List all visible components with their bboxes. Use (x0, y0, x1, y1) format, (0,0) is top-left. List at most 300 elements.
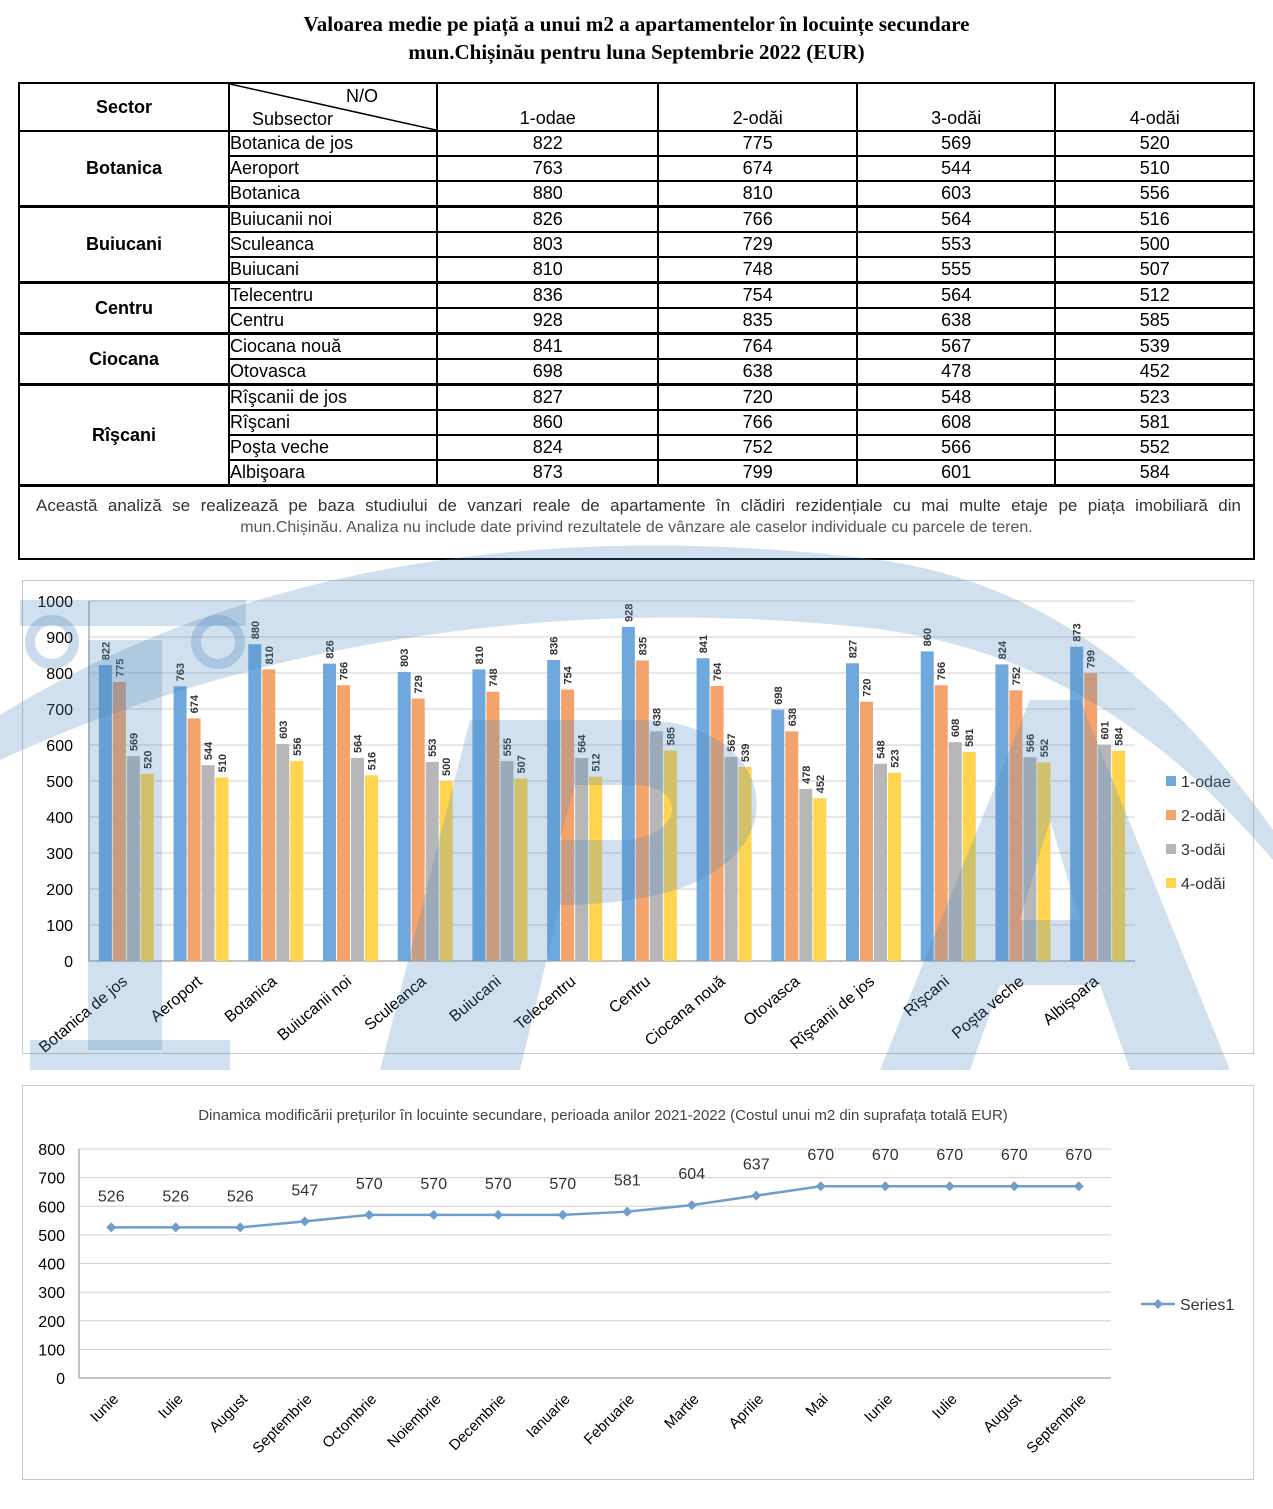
data-point (429, 1210, 439, 1220)
bar-value-label: 601 (1099, 721, 1112, 740)
y-tick-label: 400 (46, 810, 73, 827)
legend-label: 4-odăi (1181, 876, 1226, 893)
bar-value-label: 553 (427, 738, 440, 757)
bar-value-label: 873 (1071, 623, 1084, 642)
value-cell: 822 (437, 131, 658, 156)
value-cell: 553 (857, 232, 1056, 257)
bar-value-label: 512 (590, 753, 603, 772)
y-tick-label: 800 (46, 666, 73, 683)
data-point (106, 1222, 116, 1232)
header-sector: Sector (19, 83, 229, 131)
x-category-label: Rîşcani (900, 973, 953, 1021)
data-label: 670 (936, 1147, 964, 1165)
bar (622, 627, 635, 961)
x-category-label: Aeroport (147, 973, 206, 1026)
data-point (171, 1222, 181, 1232)
legend-swatch (1166, 776, 1176, 786)
value-cell: 674 (658, 156, 857, 181)
bar (813, 798, 826, 961)
bar-value-label: 729 (413, 675, 426, 694)
bar (888, 773, 901, 961)
data-point (880, 1181, 890, 1191)
bar-value-label: 544 (203, 741, 216, 761)
legend-marker (1153, 1299, 1163, 1309)
bar (276, 744, 289, 961)
header-subsector-cell (229, 83, 437, 131)
x-category-label: Centru (606, 973, 654, 1017)
bar-value-label: 555 (501, 737, 514, 757)
x-category-label: Septembrie (249, 1390, 316, 1458)
bar-value-label: 452 (814, 774, 827, 794)
bar (141, 774, 154, 961)
subsector-cell: Buiucanii noi (229, 207, 437, 233)
bar-value-label: 841 (698, 634, 711, 654)
x-category-label: Noiembrie (384, 1390, 445, 1452)
bar-value-label: 835 (637, 637, 650, 656)
y-tick-label: 200 (38, 1313, 65, 1331)
bar-value-label: 516 (366, 751, 379, 771)
y-tick-label: 300 (46, 846, 73, 863)
x-category-label: August (206, 1390, 252, 1436)
value-cell: 835 (658, 308, 857, 334)
y-tick-label: 300 (38, 1285, 65, 1303)
y-tick-label: 500 (38, 1227, 65, 1245)
subsector-cell: Albişoara (229, 460, 437, 486)
bar (785, 731, 798, 961)
data-label: 581 (613, 1172, 641, 1190)
bar-value-label: 928 (623, 603, 636, 622)
value-cell: 729 (658, 232, 857, 257)
y-tick-label: 900 (46, 630, 73, 647)
value-cell: 548 (857, 385, 1056, 411)
bar (1070, 647, 1083, 961)
bar-value-label: 766 (338, 661, 351, 681)
data-label: 670 (1000, 1147, 1028, 1165)
bar (514, 778, 527, 961)
bar (846, 663, 859, 961)
subsector-cell: Rîşcani (229, 410, 437, 435)
bar (739, 767, 752, 961)
sector-cell: Botanica (19, 131, 229, 207)
subsector-cell: Ciocana nouă (229, 334, 437, 360)
sector-cell: Ciocana (19, 334, 229, 385)
sector-cell: Buiucani (19, 207, 229, 283)
bar (860, 702, 873, 961)
x-category-label: Aprilie (725, 1390, 768, 1433)
y-tick-label: 600 (46, 738, 73, 755)
subsector-cell: Botanica de jos (229, 131, 437, 156)
bar-value-label: 766 (936, 661, 949, 681)
bar-value-label: 763 (175, 662, 188, 682)
value-cell: 698 (437, 359, 658, 385)
bar-value-label: 775 (114, 658, 127, 677)
bar (636, 660, 649, 961)
value-cell: 748 (658, 257, 857, 283)
legend-swatch (1166, 844, 1176, 854)
subsector-cell: Poşta veche (229, 435, 437, 460)
legend-label: 2-odăi (1181, 808, 1226, 825)
bar-value-label: 799 (1085, 650, 1098, 669)
line-chart (23, 1086, 1253, 1479)
bar (113, 682, 126, 961)
bar-value-label: 556 (291, 737, 304, 756)
header-col-4: 4-odăi (1055, 83, 1254, 131)
value-cell: 873 (437, 460, 658, 486)
bar (127, 756, 140, 961)
x-category-label: Decembrie (445, 1390, 510, 1455)
x-category-label: Februarie (580, 1390, 639, 1449)
bar-value-label: 824 (996, 641, 1009, 660)
bar (472, 669, 485, 961)
bar (188, 718, 201, 961)
bar-value-label: 584 (1113, 727, 1126, 746)
bar (697, 658, 710, 961)
value-cell: 928 (437, 308, 658, 334)
value-cell: 603 (857, 181, 1056, 207)
bar-value-label: 520 (142, 750, 155, 769)
subsector-cell: Aeroport (229, 156, 437, 181)
value-cell: 601 (857, 460, 1056, 486)
bar (426, 762, 439, 961)
x-category-label: Botanica (221, 973, 281, 1027)
y-tick-label: 200 (46, 882, 73, 899)
series-line (111, 1186, 1079, 1227)
x-category-label: Otovasca (740, 973, 804, 1030)
bar-value-label: 836 (548, 636, 561, 656)
value-cell: 824 (437, 435, 658, 460)
x-category-label: Botanica de jos (36, 973, 131, 1053)
note-line-1: Această analiză se realizează pe baza studiului de vanzari reale de apartamente în clădiri rezidențiale cu mai multe etaje pe piața imobiliară din (36, 496, 1241, 515)
bar (440, 781, 453, 961)
bar (398, 672, 411, 961)
sector-cell: Centru (19, 283, 229, 334)
data-label: 670 (871, 1147, 899, 1165)
bar (262, 669, 275, 961)
data-label: 570 (484, 1175, 512, 1193)
bar (365, 775, 378, 961)
bar-value-label: 880 (249, 620, 262, 640)
table-row (19, 283, 1254, 309)
line-chart-title: Dinamica modificării prețurilor în locuinte secundare, perioada anilor 2021-2022 (Costul unui m2 din suprafața totală EUR) (198, 1107, 1008, 1124)
bar-value-label: 608 (950, 718, 963, 738)
bar-value-label: 810 (473, 646, 486, 665)
value-cell: 860 (437, 410, 658, 435)
value-cell: 507 (1055, 257, 1254, 283)
data-point (816, 1181, 826, 1191)
bar (174, 686, 187, 961)
bar-value-label: 566 (1024, 733, 1037, 753)
sector-cell: Rîşcani (19, 385, 229, 486)
x-category-label: Telecentru (511, 973, 580, 1034)
value-cell: 552 (1055, 435, 1254, 460)
data-point (558, 1210, 568, 1220)
bar-value-label: 638 (651, 707, 664, 727)
bar (216, 777, 229, 961)
bar (99, 665, 112, 961)
y-tick-label: 400 (38, 1256, 65, 1274)
table-header-row (19, 83, 1254, 131)
value-cell: 520 (1055, 131, 1254, 156)
y-tick-label: 0 (64, 954, 73, 971)
bar (589, 777, 602, 961)
bar (202, 765, 215, 961)
data-label: 526 (162, 1188, 190, 1206)
data-point (493, 1210, 503, 1220)
x-category-label: Martie (661, 1390, 703, 1433)
value-cell: 766 (658, 410, 857, 435)
bar-value-label: 552 (1038, 738, 1051, 758)
subsector-cell: Sculeanca (229, 232, 437, 257)
bar-value-label: 803 (399, 648, 412, 667)
subsector-cell: Buiucani (229, 257, 437, 283)
value-cell: 567 (857, 334, 1056, 360)
bar (351, 758, 364, 961)
value-cell: 763 (437, 156, 658, 181)
value-cell: 764 (658, 334, 857, 360)
table-body (19, 131, 1254, 486)
bar-value-label: 754 (562, 666, 575, 685)
bar (1037, 762, 1050, 961)
value-cell: 841 (437, 334, 658, 360)
bar (561, 690, 574, 961)
value-cell: 452 (1055, 359, 1254, 385)
bar (337, 685, 350, 961)
y-tick-label: 700 (46, 702, 73, 719)
note-line-2: mun.Chișinău. Analiza nu include date privind rezultatele de vânzare ale caselor individuale cu parcele de teren. (240, 519, 1033, 536)
value-cell: 799 (658, 460, 857, 486)
bar-value-label: 810 (263, 646, 276, 665)
bar-value-label: 603 (277, 720, 290, 739)
title-line-2: mun.Chișinău pentru luna Septembrie 2022 (EUR) (408, 40, 865, 64)
data-point (751, 1191, 761, 1201)
line-chart-frame (22, 1085, 1254, 1480)
value-cell: 826 (437, 207, 658, 233)
bar (771, 710, 784, 961)
bar-value-label: 564 (352, 734, 365, 753)
value-cell: 638 (658, 359, 857, 385)
value-cell: 564 (857, 283, 1056, 309)
legend-label: Series1 (1180, 1297, 1235, 1314)
legend-swatch (1166, 810, 1176, 820)
header-subsector: Subsector (252, 109, 334, 129)
y-tick-label: 100 (38, 1342, 65, 1360)
value-cell: 836 (437, 283, 658, 309)
data-point (1074, 1181, 1084, 1191)
value-cell: 720 (658, 385, 857, 411)
value-cell: 539 (1055, 334, 1254, 360)
data-label: 547 (291, 1182, 319, 1200)
value-cell: 569 (857, 131, 1056, 156)
x-category-label: Buiucanii noi (274, 973, 356, 1045)
legend-label: 1-odae (1181, 774, 1231, 791)
data-label: 670 (1065, 1147, 1093, 1165)
bar-value-label: 826 (324, 640, 337, 659)
value-cell: 544 (857, 156, 1056, 181)
x-category-label: Iulie (929, 1390, 961, 1423)
bar-value-label: 860 (922, 628, 935, 647)
y-tick-label: 600 (38, 1199, 65, 1217)
bar (664, 750, 677, 961)
table-row (19, 385, 1254, 411)
x-category-label: Ciocana nouă (642, 973, 729, 1050)
header-no: N/O (345, 86, 378, 106)
x-category-label: Buiucani (446, 973, 505, 1026)
subsector-cell: Botanica (229, 181, 437, 207)
bar-value-label: 507 (515, 755, 528, 774)
bar (711, 686, 724, 961)
y-tick-label: 800 (38, 1142, 65, 1159)
header-col-1: 1-odae (437, 83, 658, 131)
value-cell: 556 (1055, 181, 1254, 207)
value-cell: 752 (658, 435, 857, 460)
value-cell: 555 (857, 257, 1056, 283)
value-cell: 803 (437, 232, 658, 257)
y-tick-label: 100 (46, 918, 73, 935)
x-category-label: Iulie (155, 1390, 187, 1423)
bar-value-label: 564 (576, 734, 589, 753)
bar-value-label: 569 (128, 732, 141, 752)
value-cell: 585 (1055, 308, 1254, 334)
bar-value-label: 500 (441, 757, 454, 776)
data-point (235, 1222, 245, 1232)
bar (323, 664, 336, 961)
data-label: 604 (678, 1166, 706, 1184)
bar-value-label: 478 (800, 765, 813, 784)
bar-value-label: 764 (712, 662, 725, 681)
bar (575, 758, 588, 961)
bar-value-label: 523 (889, 749, 902, 768)
bar-value-label: 698 (772, 686, 785, 705)
bar-chart (23, 581, 1253, 1053)
value-cell: 810 (658, 181, 857, 207)
bar (963, 752, 976, 961)
data-label: 570 (549, 1175, 577, 1193)
bar (935, 685, 948, 961)
value-cell: 581 (1055, 410, 1254, 435)
value-cell: 775 (658, 131, 857, 156)
value-cell: 608 (857, 410, 1056, 435)
subsector-cell: Telecentru (229, 283, 437, 309)
bar (547, 660, 560, 961)
bar (1112, 751, 1125, 961)
data-label: 637 (742, 1156, 770, 1174)
value-cell: 584 (1055, 460, 1254, 486)
legend-label: 3-odăi (1181, 842, 1226, 859)
table-row (19, 131, 1254, 156)
value-cell: 638 (857, 308, 1056, 334)
value-cell: 827 (437, 385, 658, 411)
value-cell: 516 (1055, 207, 1254, 233)
value-cell: 880 (437, 181, 658, 207)
subsector-cell: Otovasca (229, 359, 437, 385)
x-category-label: Ianuarie (523, 1390, 574, 1442)
bar-value-label: 720 (861, 678, 874, 697)
bar (799, 789, 812, 961)
x-category-label: Iunie (87, 1390, 123, 1426)
y-tick-label: 1000 (37, 594, 73, 611)
bar-value-label: 748 (487, 668, 500, 687)
analysis-note (18, 478, 1255, 560)
data-label: 670 (807, 1147, 835, 1165)
value-cell: 766 (658, 207, 857, 233)
table-row (19, 207, 1254, 233)
value-cell: 512 (1055, 283, 1254, 309)
bar (1023, 757, 1036, 961)
data-label: 526 (97, 1188, 125, 1206)
legend-swatch (1166, 878, 1176, 888)
value-cell: 478 (857, 359, 1056, 385)
bar (921, 651, 934, 961)
bar-value-label: 539 (740, 743, 753, 762)
price-table (18, 82, 1255, 487)
value-cell: 564 (857, 207, 1056, 233)
bar-value-label: 827 (847, 639, 860, 659)
bar-value-label: 674 (189, 695, 202, 714)
value-cell: 566 (857, 435, 1056, 460)
table-row (19, 334, 1254, 360)
value-cell: 510 (1055, 156, 1254, 181)
bar (1098, 745, 1111, 961)
bar (949, 742, 962, 961)
bar (500, 761, 513, 961)
bar (995, 664, 1008, 961)
bar (725, 757, 738, 961)
bar-value-label: 585 (665, 727, 678, 746)
x-category-label: Octombrie (319, 1390, 381, 1452)
value-cell: 523 (1055, 385, 1254, 411)
data-point (300, 1216, 310, 1226)
bar (650, 731, 663, 961)
data-label: 526 (226, 1188, 254, 1206)
x-category-label: August (980, 1390, 1026, 1436)
bar (248, 644, 261, 961)
header-col-2: 2-odăi (658, 83, 857, 131)
bar-value-label: 752 (1010, 666, 1023, 686)
bar (412, 699, 425, 961)
x-category-label: Poşta veche (949, 973, 1028, 1043)
bar (1009, 690, 1022, 961)
x-category-label: Rîşcanii de jos (787, 973, 879, 1053)
subsector-cell: Rîşcanii de jos (229, 385, 437, 411)
value-cell: 500 (1055, 232, 1254, 257)
y-tick-label: 500 (46, 774, 73, 791)
subsector-cell: Centru (229, 308, 437, 334)
bar-value-label: 567 (726, 733, 739, 752)
header-col-3: 3-odăi (857, 83, 1056, 131)
bar (486, 692, 499, 961)
value-cell: 810 (437, 257, 658, 283)
x-category-label: Septembrie (1023, 1390, 1090, 1458)
bar (874, 764, 887, 961)
data-point (364, 1210, 374, 1220)
x-category-label: Sculeanca (361, 973, 430, 1035)
bar (290, 761, 303, 961)
x-category-label: Iunie (861, 1390, 897, 1426)
x-category-label: Mai (802, 1390, 832, 1420)
bar-value-label: 581 (964, 728, 977, 747)
bar-value-label: 510 (217, 754, 230, 773)
page-title (0, 10, 1273, 66)
bar-value-label: 548 (875, 740, 888, 759)
data-point (687, 1200, 697, 1210)
x-category-label: Albişoara (1040, 973, 1103, 1029)
title-line-1: Valoarea medie pe piață a unui m2 a apartamentelor în locuințe secundare (303, 12, 970, 36)
data-label: 570 (355, 1175, 383, 1193)
data-point (945, 1181, 955, 1191)
y-tick-label: 0 (56, 1371, 65, 1388)
data-point (1009, 1181, 1019, 1191)
value-cell: 754 (658, 283, 857, 309)
